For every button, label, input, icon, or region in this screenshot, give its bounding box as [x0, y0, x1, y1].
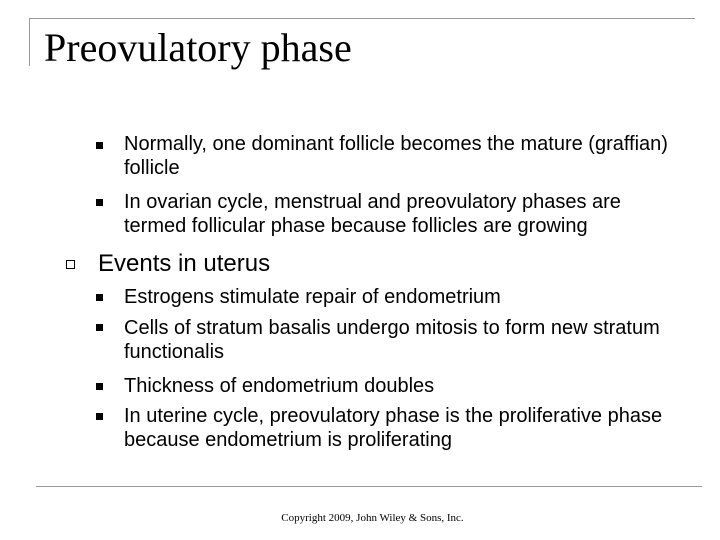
bullet-text: In uterine cycle, preovulatory phase is the proliferative phase because endometrium is proliferating	[124, 405, 663, 451]
bullet-square-icon	[96, 199, 103, 206]
bullet-text: In ovarian cycle, menstrual and preovulatory phases are termed follicular phase because follicles are growing	[124, 191, 621, 237]
bullet-text: Cells of stratum basalis undergo mitosis to form new stratum functionalis	[124, 317, 660, 363]
bullet-square-icon	[96, 294, 103, 301]
title-top-rule	[29, 18, 695, 19]
bullet-square-icon	[96, 142, 103, 149]
bullet-text: Estrogens stimulate repair of endometrium	[124, 286, 501, 308]
section-heading: Events in uterus	[98, 250, 271, 277]
copyright-footer: Copyright 2009, John Wiley & Sons, Inc.	[281, 512, 464, 524]
bullet-text: Normally, one dominant follicle becomes the mature (graffian) follicle	[124, 133, 668, 179]
bullet-square-icon	[96, 383, 103, 390]
slide-title: Preovulatory phase	[44, 25, 352, 70]
bullet-square-icon	[96, 413, 103, 420]
bullet-box-icon	[66, 260, 75, 269]
bullet-text: Thickness of endometrium doubles	[124, 375, 435, 397]
bullet-square-icon	[96, 324, 103, 331]
title-left-rule	[29, 18, 30, 66]
footer-rule	[36, 486, 702, 487]
